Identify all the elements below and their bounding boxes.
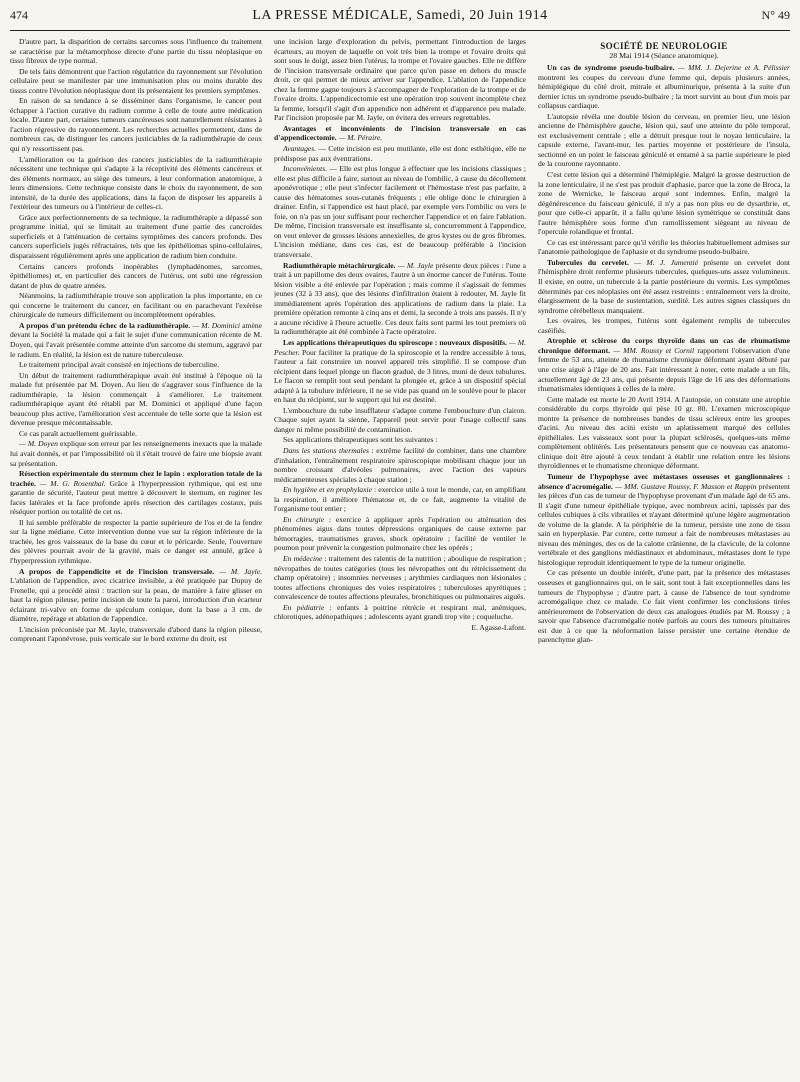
article-text: : traitement des ralentis de la nutrition ; aboulique de respiration ; névropathes de toutes catégories (tous les névropathes ont du rétrécissement du champ opératoire) ; insomnies nerveuses ; arythmies cardiaques non lésionales ; toutes affections chroniques des voies respiratoires ; tuberculoses apyrétiques ; convalescence de toutes affections pleurales, bronchitiques ou pulmonaires aiguës. bbox=[274, 553, 526, 602]
subhead: Dans les stations thermales bbox=[283, 445, 369, 455]
paragraph bbox=[274, 164, 526, 259]
article-text: Pour faciliter la pratique de la spiroscopie et la rendre accessible à tous, l'auteur a fait construire un nouvel appareil très simplifié. Il se compose d'un récipient dans lequel plonge un flacon gradué, de 3 litres, muni de deux tubulures. Le flacon se remplit tout seul pendant la plongée et, grâce à un dispositif spécial adapté à la tubulure inférieure, il ne se vide pas quand on le soulève pour le placer en haut du récipient, sur le support qui lui est destiné. bbox=[274, 347, 526, 405]
page-number: 474 bbox=[10, 8, 28, 22]
article bbox=[10, 567, 262, 624]
article-author: — M. Jayle bbox=[397, 260, 434, 270]
article-title: Un cas de syndrome pseudo-bulbaire. bbox=[547, 63, 675, 72]
paragraph: D'autre part, la disparition de certains sarcomes sous l'influence du traitement se caractérise par la métamorphose directe d'une partie du tissu néoplasique en tissu fibreux de type normal. bbox=[10, 37, 262, 66]
article-text: présentent les pièces d'un cas de tumeur de l'hypophyse provenant d'un malade âgé de 65 ans. Il s'agit d'une tumeur épithéliale typique, avec nombreux acini, tapissés par des cellules cubiques à cils vibratiles et n'ayant déterminé qu'une légère augmentation de volume de la glande. A la périphérie de la tumeur, persiste une zone de tissu sain en hyperplasie. Par contre, cette tumeur a fait de nombreuses métastases au niveau des méninges, des os de la calotte crânienne, de la clavicule, de la colonne vertébrale et des ganglions médiastinaux et abdominaux, métastases dont le type histologique reproduit identiquement le type de la tumeur originelle. bbox=[538, 481, 790, 567]
column-1 bbox=[10, 37, 262, 1077]
paragraph: Ses applications thérapeutiques sont les suivantes : bbox=[283, 435, 438, 445]
subhead: En médecine bbox=[283, 553, 323, 563]
subhead: Avantages. bbox=[283, 144, 317, 154]
article-title: Radiumthérapie métachirurgicale. bbox=[283, 260, 396, 270]
paragraph: une incision large d'exploration du pelvis, permettant l'introduction de larges écarteurs, au moyen de laquelle on voit très bien la trompe et l'ovaire droits qui sont sous le doigt, assez bien l'utérus, la trompe et l'ovaire gauches. Elle ne diffère de l'incision transversale ordinaire que parce qu'on passe en dehors du muscle droit, ce qui permet de mieux arriver sur l'appendice. L'ablation de l'appendice chez la femme gagne toujours à s'accompagner de l'exploration de la trompe et de l'ovaire droits. L'appendicectomie est une opération trop souvent incomplète chez la femme, lorsqu'il s'agit d'un appendice non adhérent et d'apparence peu malade. Par l'incision proposée par M. Jayle, on évitera des erreurs regrettables. bbox=[274, 37, 526, 123]
article-title: A propos de l'appendicite et de l'incision transversale. bbox=[19, 566, 215, 576]
paragraph: L'embouchure du tube insufflateur s'adapte comme l'embouchure d'un clairon. Chaque sujet ayant la sienne, l'appareil peut servir pour l'usage collectif sans danger ni même possibilité de contamination. bbox=[274, 405, 526, 434]
paragraph bbox=[274, 603, 526, 622]
article bbox=[538, 472, 790, 567]
paragraph: L'autopsie révéla une double lésion du cerveau, en premier lieu, une lésion ancienne de l'hémisphère gauche, lésion qui, sauf une atteinte du pôle temporal, est exclusivement centrale ; elle a détruit presque tout le noyau lenticulaire, la capsule externe, l'avant-mur, les parties moyenne et postérieure de l'insula, sectionné en un point le faisceau géniculé et entamé à sa partie supérieure le pied de la couronne rayonnante. bbox=[538, 111, 790, 169]
journal-title: LA PRESSE MÉDICALE, Samedi, 20 Juin 1914 bbox=[252, 8, 548, 23]
article-text: — Cette incision est peu mutilante, elle est donc esthétique, elle ne prédispose pas aux éventrations. bbox=[274, 144, 526, 163]
article-title: Avantages et inconvénients de l'incision transversale en cas d'appendicectomie. bbox=[274, 123, 526, 143]
article-author: — M. G. Rosenthal. bbox=[39, 478, 106, 488]
article bbox=[538, 336, 790, 393]
paragraph: Cette malade est morte le 20 Avril 1914. A l'autopsie, on constate une atrophie considérable du corps thyroïde qui pèse 10 gr. 80. L'examen microscopique montre la présence de nombreuses bandes de tissu scléreux entre les groupes d'acini. Au niveau des acini existe un aplatissement marqué des cellules épithéliales. Les vaisseaux sont pour la plupart sclérosés, quelques-uns même complètement oblitérés. Les présentateurs pensent que ce nouveau cas anatomo-clinique doit être ajouté à ceux tendant à établir une relation entre les lésions thyroïdiennes et le rhumatisme chronique déformant. bbox=[538, 394, 790, 471]
issue-number: N° 49 bbox=[761, 8, 790, 22]
article bbox=[274, 124, 526, 143]
article-text: L'ablation de l'appendice, avec cicatrice invisible, a été pratiquée par Dupuy de Frenelle, qui a procédé ainsi : traction sur la peau, de manière à faire glisser en haut la région pileuse, petite incision de toute la paroi, introduction d'un écarteur éclairant tri-valve en forme de spéculum conique, dont la base a 3 cm. de diamètre, repérage et ablation de l'appendice. bbox=[10, 576, 262, 624]
article-title: Tumeur de l'hypophyse avec métastases osseuses et ganglionnaires : absence d'acromégalie. bbox=[538, 471, 790, 491]
article-author: — M. Dominici bbox=[192, 320, 240, 330]
subhead: En chirurgie bbox=[283, 514, 325, 524]
article-title: Les applications thérapeutiques du spiroscope : nouveaux dispositifs. bbox=[283, 337, 507, 347]
paragraph: De tels faits démontrent que l'action régulatrice du rayonnement sur l'évolution cellulaire peut se manifester par une immunisation plus ou moins durable des tissus contre l'évolution néoplasique dont ils présentaient les premiers symptômes. bbox=[10, 66, 262, 95]
article-text: Grâce à l'hyperpression rythmique, qui est une garantie de sécurité, l'auteur peut mettre à découvert le sternum, en ruginer les faces latérales et la face profonde après résection des cartilages costaux, puis réséquer portion ou totalité de cet os. bbox=[10, 478, 262, 517]
article-title: Tubercules du cervelet. bbox=[547, 257, 629, 267]
article bbox=[538, 63, 790, 111]
column-3 bbox=[538, 37, 790, 1077]
page-header bbox=[10, 8, 790, 31]
article-author: — M. Jayle. bbox=[219, 566, 262, 576]
paragraph: L'incision préconisée par M. Jayle, transversale d'abord dans la région pileuse, comprenant l'aponévrose, puis verticale sur le bord externe du droit, est bbox=[10, 624, 262, 644]
paragraph: Un début de traitement radiumthérapique avait été institué à l'époque où la malade fut présentée par M. Doyen. Au lieu de s'aggraver sous l'influence de la radiumthérapie, la lésion commençait à s'améliorer. Le traitement radiumthérapique ayant été rétabli par M. Dominici et appliqué d'une façon beaucoup plus active, l'amélioration s'est accentuée de telle sorte que la lésion est devenue presque méconnaissable. bbox=[10, 370, 262, 428]
article-author: — MM. J. Dejerine et A. Pélissier bbox=[677, 63, 790, 72]
article-title: Atrophie et sclérose du corps thyroïde dans un cas de rhumatisme chronique déformant. bbox=[538, 336, 790, 355]
subhead: En pédiatrie bbox=[283, 602, 325, 612]
article-text: rapportent l'observation d'une femme de 53 ans, atteinte de rhumatisme chronique déformant ayant débuté par une crise aiguë à l'âge de 20 ans. Fait intéressant à noter, cette malade a un fils, actuellement âgé de 23 ans, qui présente depuis l'âge de 16 ans des déformations rhumatismales identiques à celles de la mère. bbox=[538, 345, 790, 394]
article-text: — Elle est plus longue à effectuer que les incisions classiques ; elle est plus difficile à faire, surtout au niveau de l'ombilic, à cause du décollement aponévrotique ; elle peut s'infecter facilement et l'hémostase n'est pas parfaite, à cause des hématomes sous-cutanés fréquents ; elle oblige donc le chirurgien à drainer. Enfin, si l'appendice est haut placé, par exemple vers l'ombilic ou vers le foie, on n'a pas un jour suffisant pour rechercher l'appendice et en faire l'ablation. De même, l'incision transversale est insuffisante si, concurremment à l'appendice, on veut enlever de grosses lésions annexielles, de gros kystes ou de gros fibromes. L'incision médiane, dans ces cas, est de beaucoup préférable à l'incision transversale. bbox=[274, 164, 526, 260]
paragraph: C'est cette lésion qui a déterminé l'hémiplégie. Malgré la grosse destruction de la zone lenticulaire, il ne s'est pas produit d'aphasie, parce que la zone de Broca, la zone de Wernicke, le faisceau arqué sont indemnes. Enfin, malgré la dégénérescence du faisceau géniculé, il n'y a pas non plus eu de dysarthrie, et, pour que celle-ci apparût, il a fallu qu'une lésion symétrique se constituât dans l'autre hémisphère sous forme d'un ramollissement siégeant au niveau de l'opercule rolandique et frontal. bbox=[538, 170, 790, 237]
article-text: : enfants à poitrine rétrécie et respirant mal, anémiques, chlorotiques, adénopathiques ; adolescents ayant grandi trop vite ; coqueluche. bbox=[274, 602, 526, 622]
paragraph: Les ovaires, les trompes, l'utérus sont également remplis de tubercules caséifiés. bbox=[538, 316, 790, 335]
article-text: explique son erreur par les renseignements inexacts que la malade lui avait donnés, et par l'impossibilité où il s'était trouvé de faire une biopsie avant sa présentation. bbox=[10, 439, 262, 468]
paragraph: En raison de sa tendance à se disséminer dans l'organisme, le cancer peut échapper à l'action curative du radium comme à celle de toute autre médication locale. D'autre part, certaines tumeurs cancéreuses sont naturellement résistantes à l'action régressive du rayonnement. Les recherches actuelles permettent, dans de nombreux cas, de distinguer les cancers justiciables de la radiumthérapie de ceux qui n'y ressortissent pas. bbox=[10, 96, 262, 154]
article-author: — MM. Gustave Roussy, F. Masson et Rappin bbox=[615, 481, 757, 491]
paragraph: Grâce aux perfectionnements de sa technique, la radiumthérapie a dépassé son programme initial, qui se limitait au traitement d'une partie des cancroïdes superficiels et à l'atténuation de certains symptômes des cancers profonds. Des cancers superficiels jugés réfractaires, tels que les épithéliomas spino-cellulaires, disparaissent régulièrement après une application de radium bien conduite. bbox=[10, 212, 262, 261]
article-text: : extrême facilité de combiner, dans une chambre d'inhalation, l'entraînement respiratoire spiroscopique mobilisant chaque jour un nombre croissant d'alvéoles pulmonaires, avec l'action des vapeurs médicamenteuses spéciales à chaque station ; bbox=[274, 445, 526, 484]
subhead: En hygiène et en prophylaxie bbox=[283, 485, 372, 495]
paragraph bbox=[274, 554, 526, 602]
article-author: — M. Doyen bbox=[19, 439, 58, 449]
paragraph: Il lui semble préférable de respecter la partie supérieure de l'os et de la fendre sur la ligne médiane. Cette intervention donne vue sur la région inférieure de la trachée, les gros vaisseaux de la base du cœur et le péricarde. Seule, l'ouverture des plèvres pourrait avoir de la gravité, mais ce danger est annulé, grâce à l'hyperpression rythmique. bbox=[10, 517, 262, 565]
article-text: amène devant la Société la malade qui a fait le sujet d'une communication récente de M. Doyen, qui l'avait présentée comme atteinte d'un sarcome du sternum, aggravé par le radium. En réalité, la lésion est de nature tuberculeuse. bbox=[10, 320, 262, 359]
paragraph: Ce cas est intéressant parce qu'il vérifie les théories habituellement admises sur l'anatomie pathologique de l'aphasie et du syndrome pseudo-bulbaire. bbox=[538, 237, 790, 257]
paragraph: Certains cancers profonds inopérables (lymphadénomes, sarcomes, épithéliomes) et, en particulier des cancers de l'utérus, ont subi une régression datant de plus de quatre années. bbox=[10, 261, 262, 290]
paragraph: Néanmoins, la radiumthérapie trouve son application la plus importante, en ce qui concerne le traitement du cancer, en facilitant ou en parachevant l'exérèse chirurgicale de tumeurs difficilement ou incomplètement opérables. bbox=[10, 291, 262, 320]
paragraph bbox=[274, 446, 526, 484]
paragraph bbox=[10, 439, 262, 468]
article bbox=[10, 321, 262, 359]
section-title: SOCIÉTÉ DE NEUROLOGIE bbox=[600, 41, 728, 51]
article-author: — M. Péraire. bbox=[338, 133, 383, 143]
article bbox=[10, 469, 262, 517]
article-text: présente deux pièces : l'une a trait à un papillome des deux ovaires, l'autre à un énorme cancer de l'utérus. Toute lésion visible a été enlevée par l'opération ; mais comme il s'agissait de femmes jeunes (32 à 33 ans), que des lésions d'infiltration étaient à redouter, M. Jayle fit immédiatement après l'opération des applications de radium dans la plaie. La première opération remonte à cinq ans et demi, la seconde à trois ans passés. Il n'y a aucune récidive à l'heure actuelle. Ces deux faits sont parmi les tout premiers où la radiumthérapie ait été combinée à l'acte opératoire. bbox=[274, 260, 526, 337]
paragraph bbox=[274, 485, 526, 514]
paragraph: Le traitement principal avait consisté en injections de tuberculine. bbox=[19, 360, 220, 370]
columns bbox=[10, 37, 790, 1077]
article bbox=[538, 258, 790, 315]
paragraph: Ce cas présente un double intérêt, d'une part, par la présence des métastases osseuses et ganglionnaires qui, on le sait, sont tout à fait exceptionnelles dans les tumeurs de l'hypophyse ; d'autre part, à cause de l'absence de tout syndrome acromégalique chez ce malade. Ce fait vient confirmer les conclusions tirées antérieurement de l'observation de deux cas analogues étudiés par M. Roussy ; à savoir que l'absence d'acromégalie notée parfois au cours des tumeurs pituitaires est due à ce que la néoformation laisse persister une certaine étendue de parenchyme glan- bbox=[538, 568, 790, 645]
article bbox=[274, 261, 526, 337]
paragraph: L'amélioration ou la guérison des cancers justiciables de la radiumthérapie nécessitent une technique qui s'adapte à la réceptivité des éléments cancéreux et des éléments normaux, au siège des tumeurs, à leur conformation anatomique, à leurs dimensions. Cette technique consiste dans le choix du rayonnement, de son intensité, de la durée des applications, dans la façon de disposer les appareils à l'extérieur des tumeurs ou à l'intérieur de celles-ci. bbox=[10, 154, 262, 212]
article bbox=[274, 338, 526, 405]
section-date: 28 Mai 1914 (Séance anatomique). bbox=[609, 51, 719, 60]
article-title: Résection expérimentale du sternum chez le lapin : exploration totale de la trachée. bbox=[10, 469, 262, 488]
article-text: montrent les coupes du cerveau d'une femme qui, depuis plusieurs années, hémiplégique du côté droit, mitrale et albuminurique, présenta à la suite d'un dernier ictus un syndrome pseudo-bulbaire ; la mort survint au bout d'un mois par collapsus cardiaque. bbox=[538, 72, 790, 111]
article-text: présente un cervelet dont l'hémisphère droit renferme plusieurs tubercules, quelques-uns assez volumineux. Il existe, en outre, un tubercule à la partie postérieure du vermis. Les symptômes déterminés par ces néoplasies ont été assez restreints : entraînement vers la droite, élargissement de la base de sustentation, surdité. Les autres signes classiques du syndrome cérébelleux manquaient. bbox=[538, 257, 790, 315]
signature: E. Agasse-Lafont. bbox=[471, 622, 526, 632]
article-text: : exercice utile à tout le monde, car, en amplifiant la respiration, il améliore l'hématose et, de ce fait, augmente la vitalité de l'organisme tout entier ; bbox=[274, 485, 526, 514]
subhead: Inconvénients. bbox=[283, 164, 328, 174]
article-author: — MM. Roussy et Cornil bbox=[613, 345, 695, 355]
article-text: : exercice à appliquer après l'opération ou atténuation des phénomènes aigus dans toutes dépressions organiques de cause externe par hémorragies, traumatismes graves, shock opératoire ; facilité de ventiler le poumon pour prévenir la congestion pulmonaire chez les opérés ; bbox=[274, 514, 526, 553]
paragraph bbox=[274, 144, 526, 163]
paragraph bbox=[274, 515, 526, 553]
article-author: — M. Pescher. bbox=[274, 337, 526, 357]
article-author: — M. J. Jumentié bbox=[634, 257, 699, 267]
paragraph: Ce cas paraît actuellement guérissable. bbox=[19, 428, 137, 438]
article-title: A propos d'un prétendu échec de la radiumthérapie. bbox=[19, 320, 191, 330]
column-2 bbox=[274, 37, 526, 1077]
